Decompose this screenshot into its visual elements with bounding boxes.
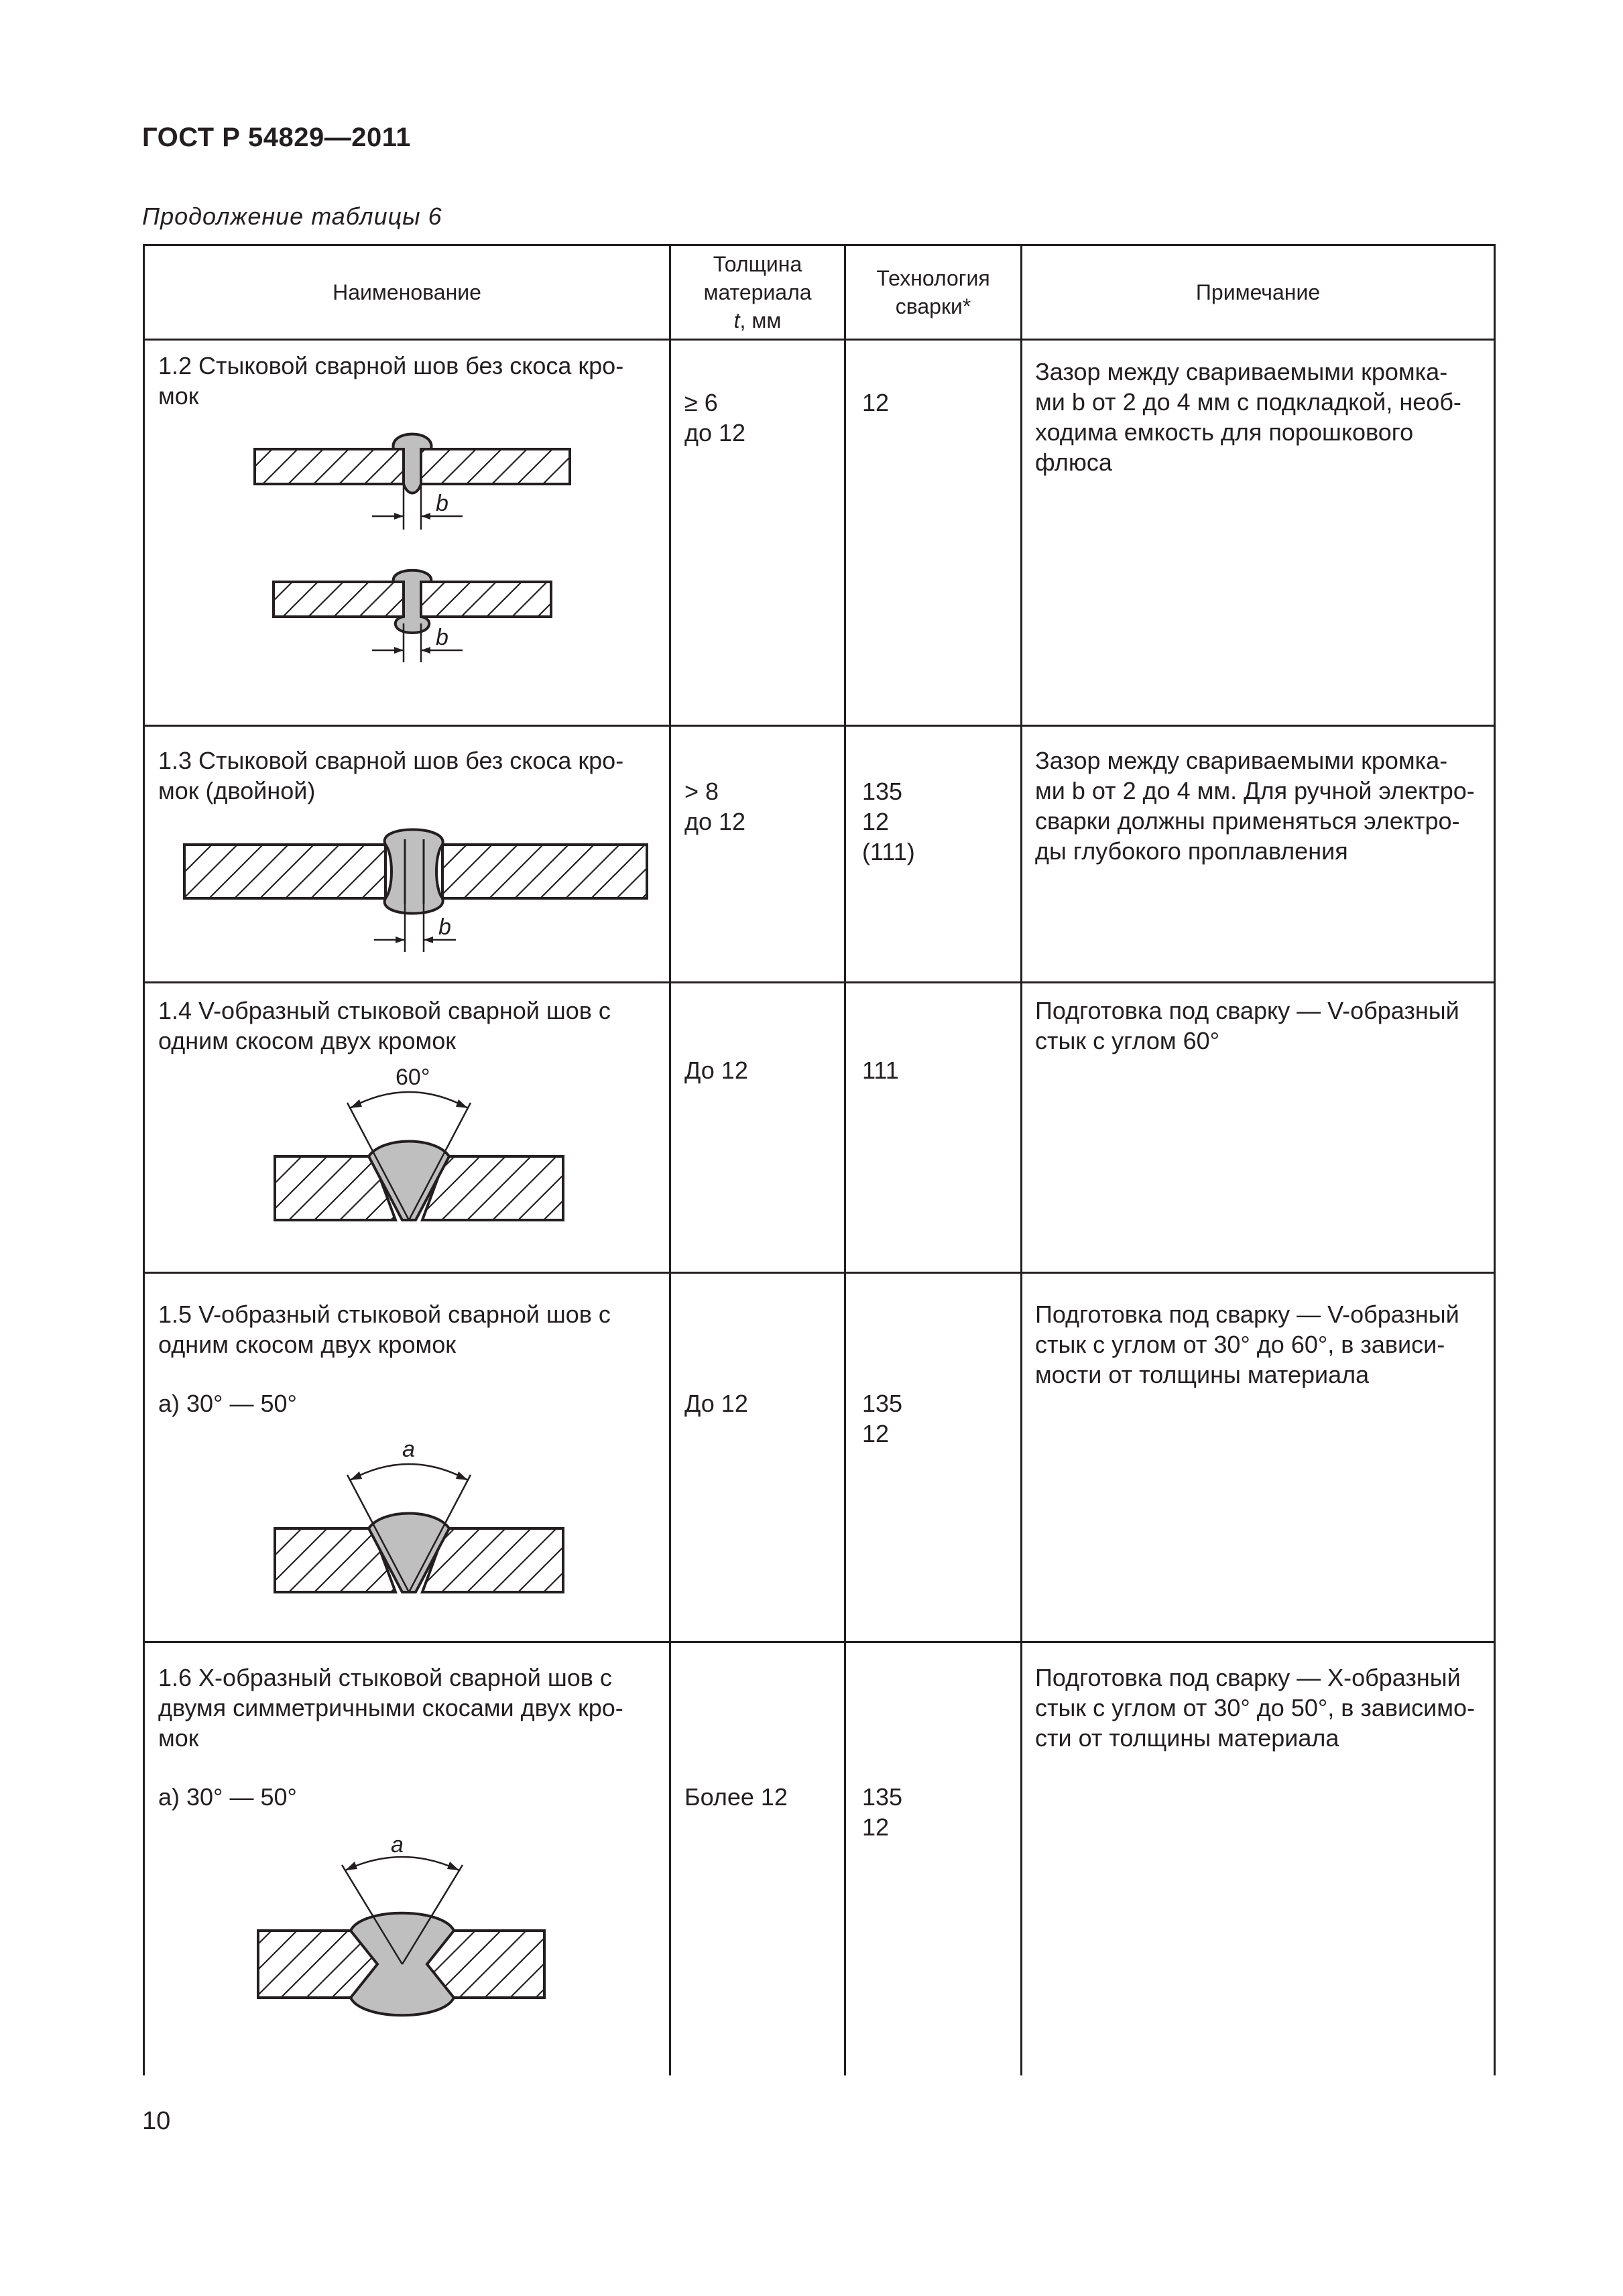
row-divider — [143, 1272, 1495, 1274]
row-sub-label: а) 30° — 50° — [158, 1783, 297, 1811]
row-thickness: Более 12 — [684, 1783, 788, 1811]
double-butt-weld-diagram — [181, 825, 650, 959]
row-technology: 135 12 — [862, 1783, 903, 1841]
table-border-left — [143, 244, 145, 2075]
row-divider — [143, 725, 1495, 727]
row-note: Подготовка под сварку — V-образный стык с углом 60° — [1035, 997, 1459, 1054]
table-border-right — [1494, 244, 1496, 2075]
row-note: Зазор между свариваемыми кромка- ми b от 2 до 4 мм с подкладкой, необ- ходима емкость для порошкового флюса — [1035, 358, 1461, 476]
gap-label-b: b — [438, 914, 451, 940]
column-header-note: Примечание — [1195, 280, 1321, 304]
row-thickness: ≥ 6 до 12 — [684, 389, 746, 446]
gap-label-b: b — [436, 625, 448, 650]
row-name: 1.2 Стыковой сварной шов без скоса кро- мок — [158, 352, 624, 410]
gap-label-b: b — [436, 491, 448, 516]
angle-label: 60° — [396, 1065, 430, 1090]
row-technology: 12 — [862, 389, 890, 416]
row-divider — [143, 1641, 1495, 1643]
x-groove-weld-diagram — [251, 1823, 560, 2004]
row-thickness: > 8 до 12 — [684, 778, 746, 835]
row-technology: 135 12 (111) — [862, 778, 915, 865]
column-divider — [844, 244, 846, 2075]
column-header-thickness: Толщина материала t, мм — [703, 252, 812, 333]
row-divider — [143, 981, 1495, 983]
column-header-name: Наименование — [333, 280, 481, 304]
v-groove-weld-a-diagram — [268, 1435, 577, 1602]
row-name: 1.5 V-образный стыковой сварной шов с одним скосом двух кромок — [158, 1301, 611, 1358]
row-thickness: До 12 — [684, 1056, 748, 1084]
document-header: ГОСТ Р 54829—2011 — [142, 123, 411, 152]
angle-label: a — [391, 1832, 404, 1858]
column-divider — [1020, 244, 1022, 2075]
row-note: Подготовка под сварку — X-образный стык с углом от 30° до 50°, в зависимо- сти от толщины материала — [1035, 1664, 1476, 1752]
row-technology: 111 — [862, 1056, 899, 1084]
column-header-technology: Технология сварки* — [876, 266, 990, 318]
row-technology: 135 12 — [862, 1390, 903, 1447]
row-name: 1.6 X-образный стыковой сварной шов с двумя симметричными скосами двух кро- мок — [158, 1664, 623, 1752]
row-note: Подготовка под сварку — V-образный стык с углом от 30° до 60°, в зависи- мости от толщины материала — [1035, 1301, 1459, 1388]
v-groove-weld-60-diagram — [268, 1063, 577, 1230]
header-divider — [143, 339, 1495, 341]
row-thickness: До 12 — [684, 1390, 748, 1417]
row-sub-label: а) 30° — 50° — [158, 1390, 297, 1417]
page-number: 10 — [142, 2107, 171, 2135]
row-note: Зазор между свариваемыми кромка- ми b от 2 до 4 мм. Для ручной электро- сварки должны применяться электро- ды глубокого проплавления — [1035, 747, 1475, 865]
row-name: 1.4 V-образный стыковой сварной шов с одним скосом двух кромок — [158, 997, 611, 1054]
butt-weld-backing-diagram — [248, 422, 583, 677]
angle-label: a — [402, 1437, 415, 1462]
column-divider — [669, 244, 671, 2075]
row-name: 1.3 Стыковой сварной шов без скоса кро- мок (двойной) — [158, 747, 624, 804]
table-caption: Продолжение таблицы 6 — [142, 202, 442, 230]
